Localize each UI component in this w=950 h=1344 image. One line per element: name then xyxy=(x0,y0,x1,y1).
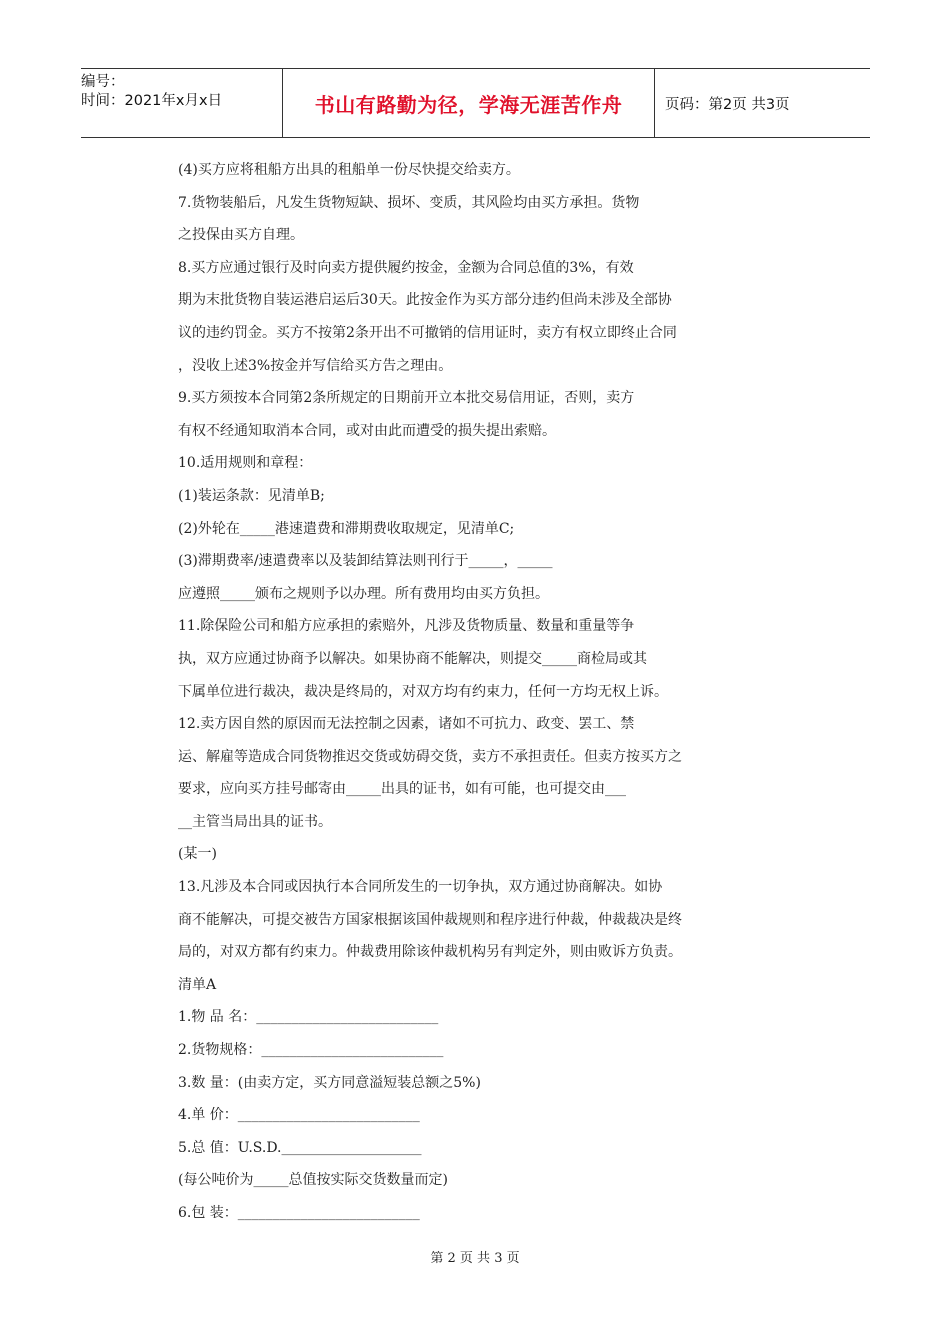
text-line: 局的，对双方都有约束力。仲裁费用除该仲裁机构另有判定外，则由败诉方负责。 xyxy=(178,944,682,961)
document-date: 时间：2021年x月x日 xyxy=(81,93,223,109)
text-line: 之投保由买方自理。 xyxy=(178,227,304,244)
text-line: 要求，应向买方挂号邮寄由_____出具的证书，如有可能，也可提交由___ xyxy=(178,781,626,798)
text-line: 期为末批货物自装运港启运后30天。此按金作为买方部分违约但尚未涉及全部协 xyxy=(178,292,672,309)
text-line: 8.买方应通过银行及时向卖方提供履约按金，金额为合同总值的3%，有效 xyxy=(178,259,634,276)
text-line: 议的违约罚金。买方不按第2条开出不可撤销的信用证时，卖方有权立即终止合同 xyxy=(178,324,677,341)
text-line: 应遵照_____颁布之规则予以办理。所有费用均由买方负担。 xyxy=(178,585,549,602)
text-line: 有权不经通知取消本合同，或对由此而遭受的损失提出索赔。 xyxy=(178,422,556,439)
list-heading: 清单A xyxy=(178,976,217,993)
contract-body xyxy=(178,160,798,1236)
text-line: (2)外轮在_____港速遣费和滞期费收取规定，见清单C; xyxy=(178,520,515,537)
document-number-label: 编号： xyxy=(81,74,125,90)
header-page-info: 页码：第2页 共3页 xyxy=(665,96,790,113)
text-line: (1)装运条款：见清单B; xyxy=(178,487,325,504)
form-field-line: 3.数 量：(由卖方定，买方同意溢短装总额之5%) xyxy=(178,1074,481,1091)
text-line: 9.买方须按本合同第2条所规定的日期前开立本批交易信用证，否则，卖方 xyxy=(178,390,635,407)
form-field-line: 1.物 品 名：__________________________ xyxy=(178,1009,439,1026)
text-line: 商不能解决，可提交被告方国家根据该国仲裁规则和程序进行仲裁，仲裁裁决是终 xyxy=(178,911,682,928)
text-line: ，没收上述3%按金并写信给买方告之理由。 xyxy=(178,357,453,374)
text-line: 10.适用规则和章程： xyxy=(178,455,313,472)
form-field-line: 4.单 价：__________________________ xyxy=(178,1107,420,1124)
text-line: 运、解雇等造成合同货物推迟交货或妨碍交货，卖方不承担责任。但卖方按买方之 xyxy=(178,748,682,765)
text-line: 下属单位进行裁决，裁决是终局的，对双方均有约束力，任何一方均无权上诉。 xyxy=(178,683,668,700)
text-line: 11.除保险公司和船方应承担的索赔外，凡涉及货物质量、数量和重量等争 xyxy=(178,618,635,635)
header-meta xyxy=(81,69,282,137)
text-line: __主管当局出具的证书。 xyxy=(178,813,332,830)
header-motto: 书山有路勤为径，学海无涯苦作舟 xyxy=(282,69,655,137)
text-line: (4)买方应将租船方出具的租船单一份尽快提交给卖方。 xyxy=(178,162,520,178)
form-field-line: 6.包 装：__________________________ xyxy=(178,1205,420,1221)
text-line: 执，双方应通过协商予以解决。如果协商不能解决，则提交_____商检局或其 xyxy=(178,650,647,667)
form-field-line: 2.货物规格：__________________________ xyxy=(178,1042,444,1059)
form-field-line: 5.总 值：U.S.D.____________________ xyxy=(178,1139,422,1156)
form-field-line: (每公吨价为_____总值按实际交货数量而定) xyxy=(178,1172,448,1189)
page-header xyxy=(81,68,870,138)
text-line: 13.凡涉及本合同或因执行本合同所发生的一切争执，双方通过协商解决。如协 xyxy=(178,879,663,896)
text-line: (3)滞期费率/速遣费率以及装卸结算法则刊行于_____，_____ xyxy=(178,553,553,570)
text-line: 7.货物装船后，凡发生货物短缺、损坏、变质，其风险均由买方承担。货物 xyxy=(178,194,640,211)
page-footer: 第 2 页 共 3 页 xyxy=(430,1251,520,1266)
text-line: 12.卖方因自然的原因而无法控制之因素，诸如不可抗力、政变、罢工、禁 xyxy=(178,716,635,733)
text-line: (某一) xyxy=(178,846,217,863)
